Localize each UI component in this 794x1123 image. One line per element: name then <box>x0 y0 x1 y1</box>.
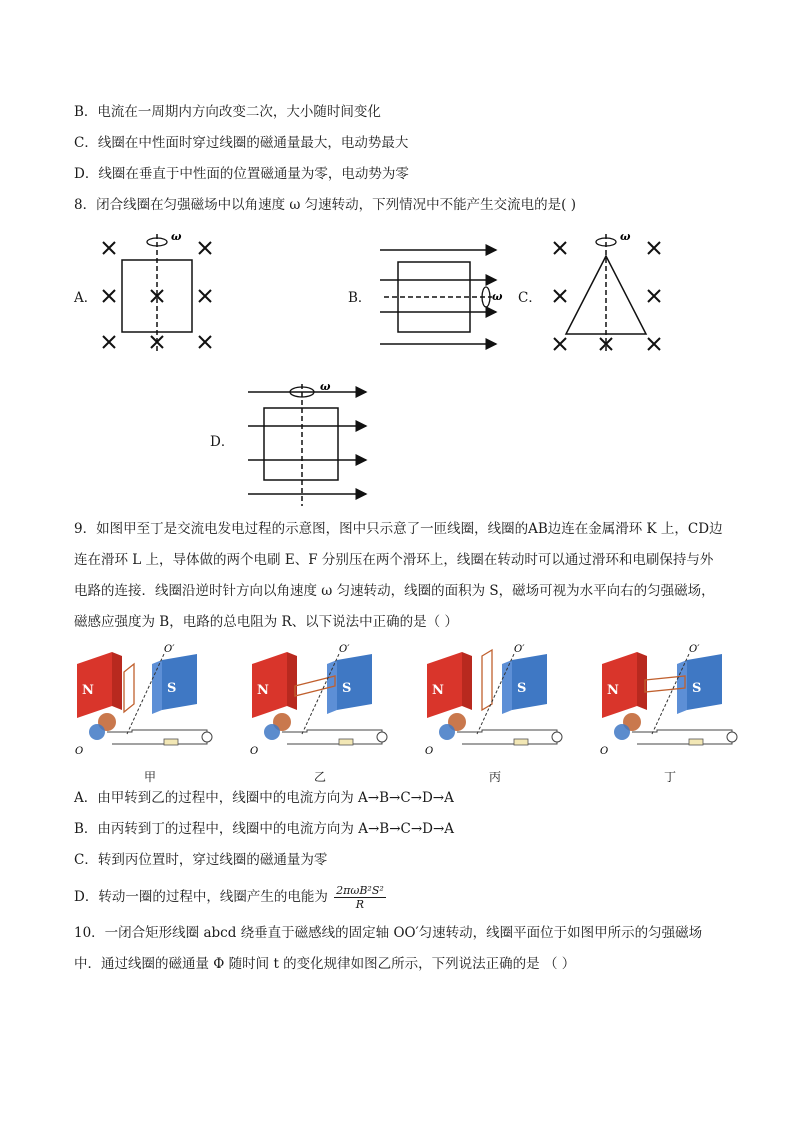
q9-stem: 9．如图甲至丁是交流电发电过程的示意图，图中只示意了一匝线圈，线圈的AB边连在金属滑环 K 上，CD边连在滑环 L 上，导体做的两个电刷 E、F 分别压在两个滑环上，线圈在转动时可以通过滑环和电刷保持与外电路的连接．线圈沿逆时针方向以角速度 ω 匀速转动，线圈的面积为 S，磁场可视为水平向右的匀强磁场，磁感应强度为 B，电路的总电阻为 R、以下说法中正确的是（ ） <box>74 521 723 630</box>
south-label-yi: S <box>342 681 352 696</box>
axis-bottom-jia: O <box>75 746 84 757</box>
q8-figure-c <box>548 228 668 358</box>
axis-top-jia: O′ <box>164 644 175 655</box>
q9-option-b: B．由丙转到丁的过程中，线圈中的电流方向为 A→B→C→D→A <box>74 821 455 837</box>
caption-yi: 乙 <box>314 770 327 784</box>
north-label-bing: N <box>432 683 444 698</box>
axis-top-ding: O′ <box>689 644 700 655</box>
north-label-ding: N <box>607 683 619 698</box>
north-label-yi: N <box>257 683 269 698</box>
coil-bing <box>482 650 492 710</box>
q9-figure-bing <box>422 646 567 756</box>
caption-ding: 丁 <box>664 770 677 784</box>
south-label-ding: S <box>692 681 702 696</box>
south-label-jia: S <box>167 681 177 696</box>
option-d-prev: D．线圈在垂直于中性面的位置磁通量为零，电动势为零 <box>74 166 409 182</box>
q9-option-d <box>74 882 386 912</box>
q9-figure-yi <box>247 646 392 756</box>
q9-option-c: C．转到丙位置时，穿过线圈的磁通量为零 <box>74 852 328 868</box>
omega-d: ω <box>320 380 331 393</box>
q8-label-b: B． <box>348 290 372 306</box>
caption-jia: 甲 <box>144 770 157 784</box>
omega-c: ω <box>620 230 631 243</box>
omega-b: ω <box>492 290 503 303</box>
q10-stem: 10．一闭合矩形线圈 abcd 绕垂直于磁感线的固定轴 OO′匀速转动，线圈平面位于如图甲所示的匀强磁场中．通过线圈的磁通量 Φ 随时间 t 的变化规律如图乙所示，下列说法正确的是 （ ） <box>74 925 703 972</box>
q9-option-d-text: D．转动一圈的过程中，线圈产生的电能为 <box>74 889 328 905</box>
option-b-prev: B．电流在一周期内方向改变二次，大小随时间变化 <box>74 104 381 120</box>
north-label-jia: N <box>82 683 94 698</box>
q8-figure-a <box>100 228 220 358</box>
coil-rect-d <box>264 408 338 480</box>
omega-a: ω <box>171 230 182 243</box>
coil-jia <box>124 664 134 712</box>
q8-label-d: D． <box>210 434 235 450</box>
fraction-denominator: R <box>355 898 365 911</box>
q8-label-a: A． <box>74 290 98 306</box>
axis-bottom-bing: O <box>425 746 434 757</box>
q9-option-a: A．由甲转到乙的过程中，线圈中的电流方向为 A→B→C→D→A <box>74 790 454 806</box>
q8-figure-d <box>248 380 378 510</box>
south-label-bing: S <box>517 681 527 696</box>
energy-fraction <box>334 884 386 911</box>
q9-figure-jia <box>72 646 217 756</box>
q9-figure-ding <box>597 646 742 756</box>
axis-bottom-ding: O <box>600 746 609 757</box>
axis-top-bing: O′ <box>514 644 525 655</box>
q8-stem: 8．闭合线圈在匀强磁场中以角速度 ω 匀速转动，下列情况中不能产生交流电的是( ) <box>74 197 577 213</box>
option-c-prev: C．线圈在中性面时穿过线圈的磁通量最大，电动势最大 <box>74 135 409 151</box>
q8-figure-b <box>380 240 510 352</box>
caption-bing: 丙 <box>489 770 502 784</box>
axis-bottom-yi: O <box>250 746 259 757</box>
axis-top-yi: O′ <box>339 644 350 655</box>
fraction-numerator: 2πωB²S² <box>336 884 384 897</box>
q8-label-c: C． <box>518 290 542 306</box>
